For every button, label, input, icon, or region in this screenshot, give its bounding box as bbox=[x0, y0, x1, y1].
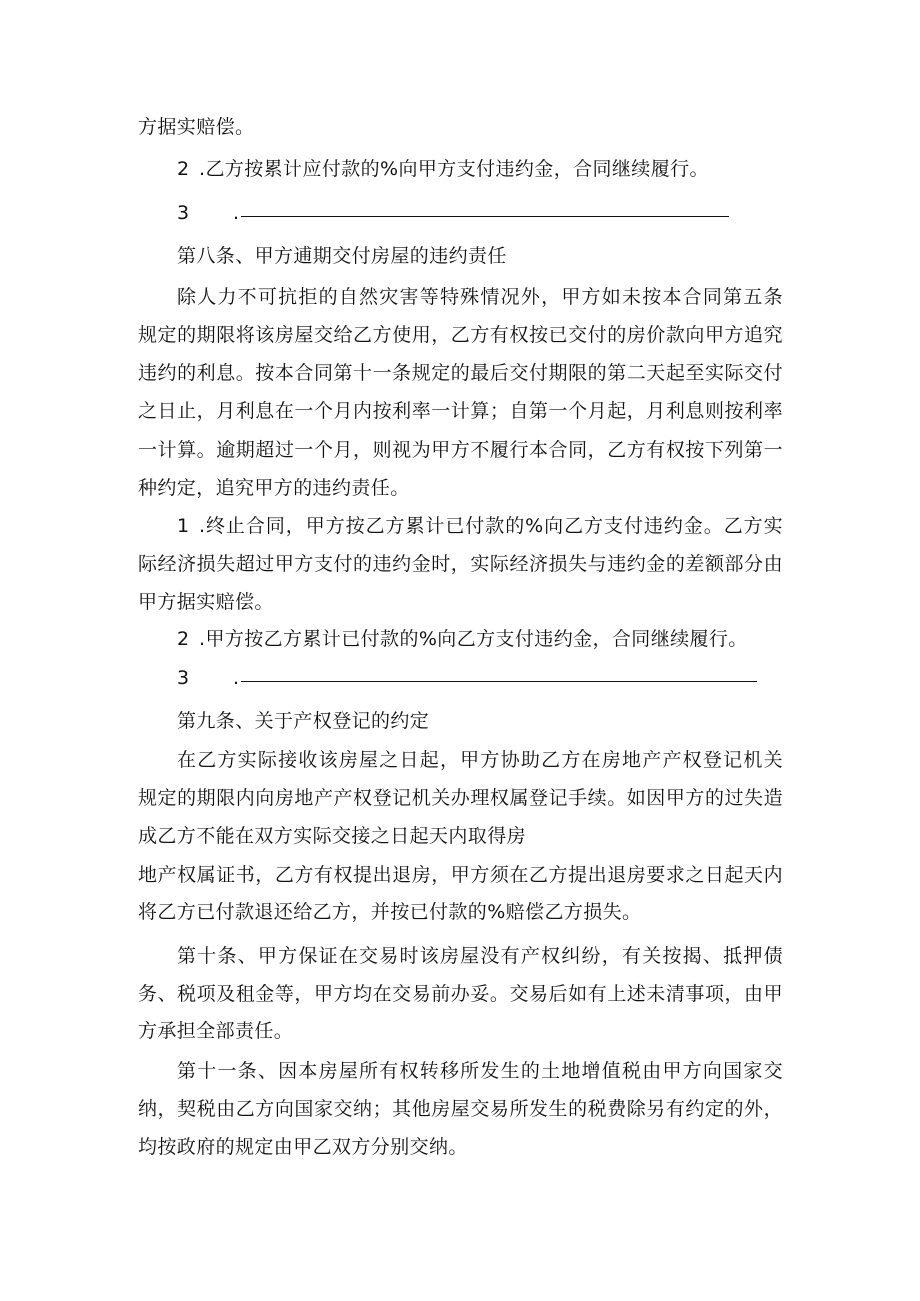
item-number: 3 bbox=[177, 202, 190, 224]
text-line: 违约的利息。按本合同第十一条规定的最后交付期限的第二天起至实际交付 bbox=[138, 362, 783, 384]
section-article-11: 第十一条、因本房屋所有权转移所发生的土地增值税由甲方向国家交 bbox=[177, 1060, 783, 1082]
fill-in-blank-line bbox=[241, 680, 757, 682]
text-line: 除人力不可抗拒的自然灾害等特殊情况外，甲方如未按本合同第五条 bbox=[177, 286, 783, 308]
clause-item-2 bbox=[177, 625, 748, 653]
item-text: .终止合同，甲方按乙方累计已付款的%向乙方支付违约金。乙方实 bbox=[199, 515, 783, 537]
clause-item-3-blank bbox=[177, 664, 757, 692]
item-dot: . bbox=[233, 667, 240, 689]
clause-item-2 bbox=[177, 155, 709, 183]
text-line: 纳，契税由乙方向国家交纳；其他房屋交易所发生的税费除另有约定的外， bbox=[138, 1098, 783, 1120]
text-line: 方承担全部责任。 bbox=[138, 1020, 294, 1042]
clause-item-3-blank bbox=[177, 199, 729, 227]
text-line: 规定的期限将该房屋交给乙方使用，乙方有权按已交付的房价款向甲方追究 bbox=[138, 324, 783, 346]
item-text: .乙方按累计应付款的%向甲方支付违约金，合同继续履行。 bbox=[199, 158, 709, 180]
item-number: 2 bbox=[177, 158, 190, 180]
item-number: 3 bbox=[177, 667, 190, 689]
text-line: 之日止，月利息在一个月内按利率一计算；自第一个月起，月利息则按利率 bbox=[138, 400, 783, 422]
text-line: 规定的期限内向房地产产权登记机关办理权属登记手续。如因甲方的过失造 bbox=[138, 787, 783, 809]
text-line: 际经济损失超过甲方支付的违约金时，实际经济损失与违约金的差额部分由 bbox=[138, 553, 783, 575]
text-line: 地产权属证书，乙方有权提出退房，甲方须在乙方提出退房要求之日起天内 bbox=[138, 864, 783, 886]
text-line: 将乙方已付款退还给乙方，并按已付款的%赔偿乙方损失。 bbox=[138, 901, 642, 923]
item-number: 1 bbox=[177, 515, 190, 537]
text-line: 在乙方实际接收该房屋之日起，甲方协助乙方在房地产产权登记机关 bbox=[177, 749, 783, 771]
text-line: 一计算。逾期超过一个月，则视为甲方不履行本合同，乙方有权按下列第一 bbox=[138, 439, 783, 461]
clause-item-1 bbox=[177, 512, 783, 540]
item-dot: . bbox=[233, 202, 240, 224]
section-heading-article-9: 第九条、关于产权登记的约定 bbox=[177, 710, 430, 732]
text-line: 方据实赔偿。 bbox=[138, 116, 255, 138]
text-line: 成乙方不能在双方实际交接之日起天内取得房 bbox=[138, 825, 527, 847]
section-heading-article-8: 第八条、甲方逋期交付房屋的违约责任 bbox=[177, 245, 507, 267]
text-line: 务、税项及租金等，甲方均在交易前办妥。交易后如有上述未清事项，由甲 bbox=[138, 983, 783, 1005]
fill-in-blank-line bbox=[241, 215, 729, 217]
item-text: .甲方按乙方累计已付款的%向乙方支付违约金，合同继续履行。 bbox=[199, 628, 748, 650]
text-line: 种约定，追究甲方的违约责任。 bbox=[138, 477, 410, 499]
text-line: 均按政府的规定由甲乙双方分别交纳。 bbox=[138, 1136, 468, 1158]
text-line: 甲方据实赔偿。 bbox=[138, 591, 274, 613]
item-number: 2 bbox=[177, 628, 190, 650]
section-article-10: 第十条、甲方保证在交易时该房屋没有产权纠纷，有关按揭、抵押债 bbox=[177, 945, 783, 967]
